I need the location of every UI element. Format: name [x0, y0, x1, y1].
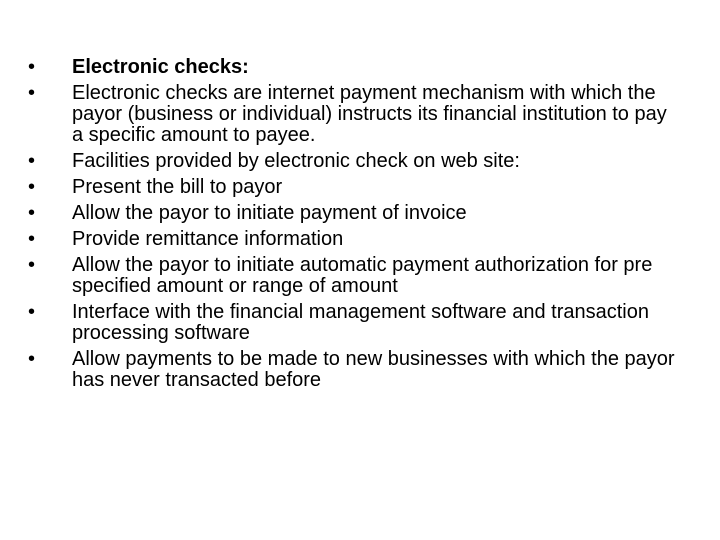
list-item-text: Allow payments to be made to new businesses with which the payor has never transacted before	[72, 348, 675, 391]
list-item-text: Provide remittance information	[72, 228, 344, 250]
list-item-text: Allow the payor to initiate automatic payment authorization for pre specified amount or range of amount	[72, 254, 653, 297]
bullet-icon: •	[28, 348, 36, 370]
list-item-text: Present the bill to payor	[72, 176, 283, 198]
list-item	[28, 57, 678, 78]
list-item-text: Electronic checks:	[72, 56, 249, 78]
list-item	[28, 151, 678, 172]
list-item	[28, 229, 678, 250]
list-item	[28, 255, 678, 297]
bullet-icon: •	[28, 254, 36, 276]
list-item	[28, 203, 678, 224]
bullet-icon: •	[28, 202, 36, 224]
bullet-icon: •	[28, 301, 36, 323]
list-item	[28, 349, 678, 391]
bullet-icon: •	[28, 82, 36, 104]
bullet-icon: •	[28, 176, 36, 198]
list-item-text: Interface with the financial management software and transaction processing software	[72, 301, 649, 344]
bullet-icon: •	[28, 228, 36, 250]
list-item-text: Facilities provided by electronic check on web site:	[72, 150, 520, 172]
list-item	[28, 302, 678, 344]
list-item	[28, 83, 678, 146]
bullet-icon: •	[28, 56, 36, 78]
list-item-text: Allow the payor to initiate payment of invoice	[72, 202, 467, 224]
list-item	[28, 177, 678, 198]
bullet-list	[28, 57, 678, 396]
bullet-icon: •	[28, 150, 36, 172]
list-item-text: Electronic checks are internet payment mechanism with which the payor (business or individual) instructs its financial institution to pay a specific amount to payee.	[72, 82, 667, 146]
